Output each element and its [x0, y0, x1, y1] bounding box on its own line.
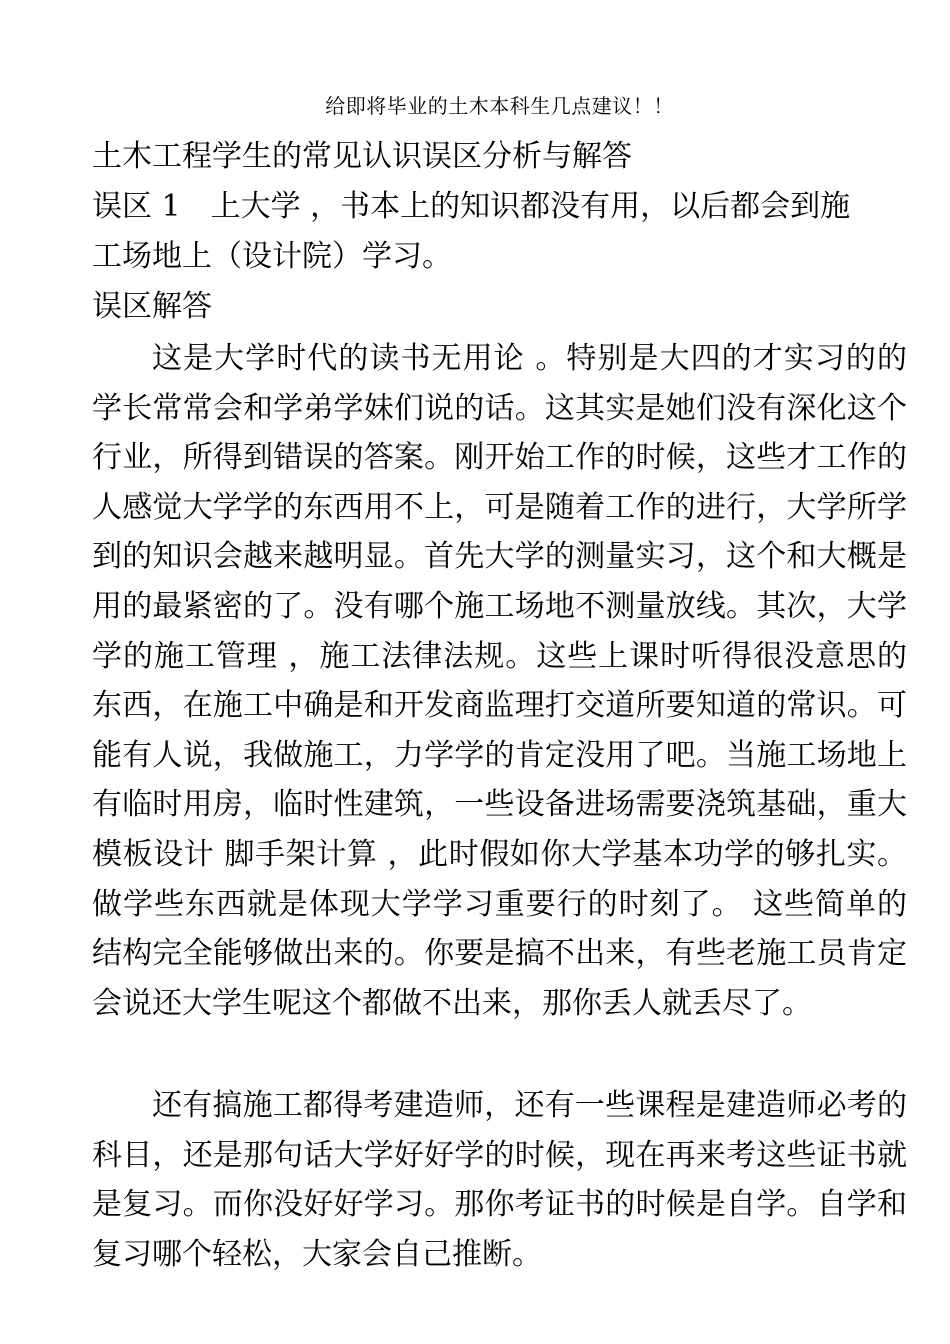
page-header: 给即将毕业的土木本科生几点建议！！: [325, 94, 674, 118]
answer-heading: 误区解答: [92, 289, 212, 324]
answer-paragraph-1: 这是大学时代的读书无用论 。特别是大四的才实习的的学长常常会和学弟学妹们说的话。这其实是她们没有深化这个行业，所得到错误的答案。刚开始工作的时候，这些才工作的人感觉大学学的东西用不上，可是随着工作的进行，大学所学到的知识会越来越明显。首先大学的测量实习，这个和大概是用的最紧密的了。没有哪个施工场地不测量放线。其次，大学学的施工管理 ，施工法律法规。这些上课时听得很没意思的东西，在施工中确是和开发商监理打交道所要知道的常识。可能有人说，我做施工，力学学的肯定没用了吧。当施工场地上有临时用房，临时性建筑，一些设备进场需要浇筑基础，重大模板设计 脚手架计算 ，此时假如你大学基本功学的够扎实。做学些东西就是体现大学学习重要行的时刻了。 这些简单的结构完全能够做出来的。你要是搞不出来，有些老施工员肯定会说还大学生呢这个都做不出来，那你丢人就丢尽了。: [92, 341, 907, 1021]
answer-paragraph-2: 还有搞施工都得考建造师，还有一些课程是建造师必考的科目，还是那句话大学好好学的时候，现在再来考这些证书就是复习。而你没好好学习。那你考证书的时候是自学。自学和复习哪个轻松，大家会自己推断。: [92, 1088, 907, 1272]
misconception-line-2: 工场地上（设计院）学习。: [92, 239, 452, 274]
document-title: 土木工程学生的常见认识误区分析与解答: [92, 139, 632, 174]
misconception-line-1: 误区 1 上大学 ，书本上的知识都没有用，以后都会到施: [92, 189, 851, 224]
